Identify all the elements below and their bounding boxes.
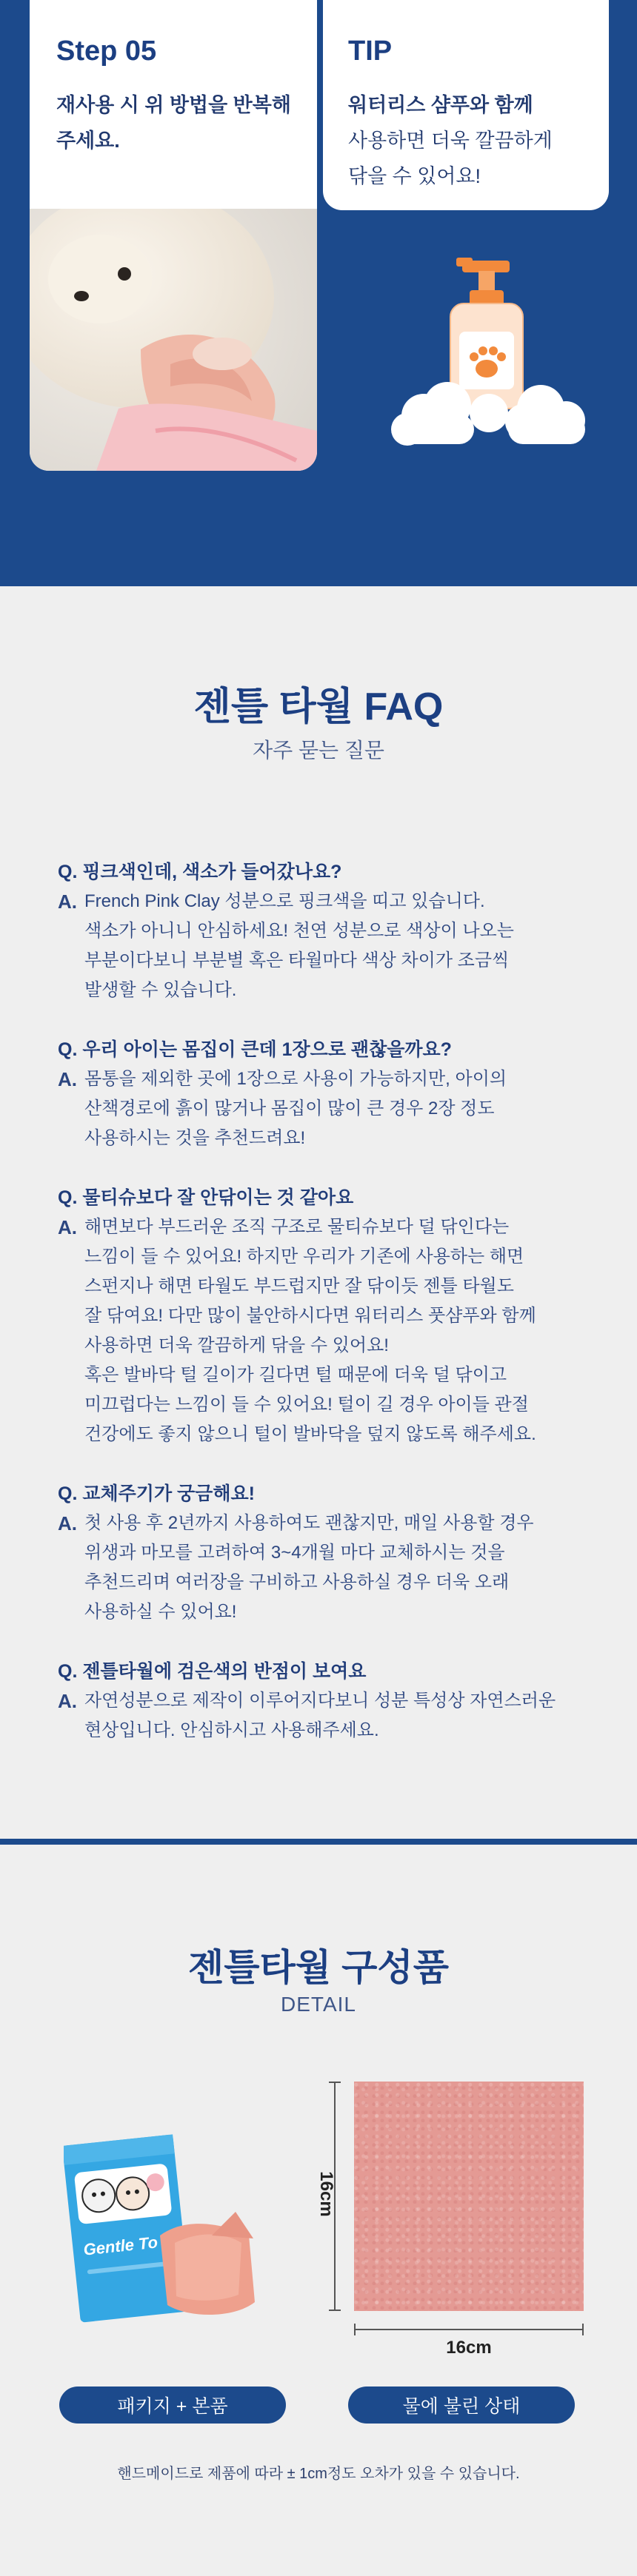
faq-item [58, 1657, 584, 1745]
tolerance-note: 핸드메이드로 제품에 따라 ± 1cm정도 오차가 있을 수 있습니다. [117, 2466, 520, 2482]
faq-item [58, 1479, 584, 1627]
answer-line: 사용하면 더욱 깔끔하게 닦을 수 있어요! [84, 1335, 389, 1355]
faq-question: Q. 핑크색인데, 색소가 들어갔나요? [58, 862, 342, 882]
answer-text [84, 887, 514, 1005]
answer-line: 부분이다보니 부분별 혹은 타월마다 색상 차이가 조금씩 [84, 950, 510, 970]
section-divider [0, 1839, 637, 1845]
answer-line: 미끄럽다는 느낌이 들 수 있어요! 털이 길 경우 아이들 관절 [84, 1395, 529, 1415]
horizontal-dimension-line [354, 2329, 584, 2330]
faq-answer [58, 1212, 584, 1449]
faq-question: Q. 물티슈보다 잘 안닦이는 것 같아요 [58, 1187, 354, 1208]
tip-line-2: 사용하면 더욱 깔끔하게 [348, 130, 553, 152]
answer-line: 위생과 마모를 고려하여 3~4개월 마다 교체하시는 것을 [84, 1543, 505, 1563]
vertical-dimension-label: 16cm [316, 2171, 336, 2217]
package-brand-text: Gentle To [82, 2233, 159, 2259]
faq-subtitle: 자주 묻는 질문 [253, 739, 384, 762]
faq-answer [58, 1509, 584, 1627]
answer-line: 자연성분으로 제작이 이루어지다보니 성분 특성상 자연스러운 [84, 1691, 556, 1711]
answer-line: 산책경로에 흙이 많거나 몸집이 많이 큰 경우 2장 정도 [84, 1099, 495, 1118]
answer-line: 몸통을 제외한 곳에 1장으로 사용이 가능하지만, 아이의 [84, 1069, 507, 1089]
answer-line: 사용하실 수 있어요! [84, 1602, 237, 1622]
dog-photo-illustration [30, 209, 317, 471]
answer-line: 사용하시는 것을 추천드려요! [84, 1128, 306, 1148]
wet-state-label-pill: 물에 불린 상태 [348, 2387, 575, 2424]
answer-line: 해면보다 부드러운 조직 구조로 물티슈보다 덜 닦인다는 [84, 1217, 510, 1237]
answer-line: 첫 사용 후 2년까지 사용하여도 괜찮지만, 매일 사용할 경우 [84, 1513, 534, 1533]
tip-line-3: 닦을 수 있어요! [348, 165, 481, 187]
tip-text [348, 87, 593, 194]
answer-line: 스펀지나 해면 타월도 부드럽지만 잘 닦이듯 젠틀 타월도 [84, 1276, 514, 1296]
tip-line-1: 워터리스 샴푸와 함께 [348, 94, 533, 116]
answer-line: 추천드리며 여러장을 구비하고 사용하실 경우 더욱 오래 [84, 1572, 510, 1592]
wet-towel-swatch [354, 2082, 584, 2311]
answer-mark: A. [58, 890, 77, 913]
step-05-card [30, 0, 317, 471]
answer-line: French Pink Clay 성분으로 핑크색을 띠고 있습니다. [84, 891, 485, 911]
horizontal-dimension-label: 16cm [446, 2338, 492, 2358]
top-band [0, 0, 637, 586]
step-text [56, 87, 301, 158]
answer-line: 건강에도 좋지 않으니 털이 발바닥을 덮지 않도록 해주세요. [84, 1424, 536, 1444]
answer-mark: A. [58, 1690, 77, 1712]
tip-heading: TIP [348, 36, 393, 67]
package-label-pill: 패키지 + 본품 [59, 2387, 286, 2424]
answer-line: 현상입니다. 안심하시고 사용해주세요. [84, 1720, 379, 1740]
step-heading: Step 05 [56, 36, 157, 67]
faq-answer [58, 1686, 584, 1745]
answer-line: 발생할 수 있습니다. [84, 980, 237, 1000]
detail-subtitle: DETAIL [281, 1993, 356, 2016]
answer-text [84, 1064, 507, 1153]
faq-answer [58, 887, 584, 1005]
faq-question: Q. 젠틀타월에 검은색의 반점이 보여요 [58, 1661, 367, 1682]
faq-title: 젠틀 타월 FAQ [193, 685, 444, 728]
answer-line: 느낌이 들 수 있어요! 하지만 우리가 기존에 사용하는 해면 [84, 1247, 524, 1267]
answer-mark: A. [58, 1512, 77, 1534]
faq-question: Q. 교체주기가 궁금해요! [58, 1483, 255, 1504]
faq-question: Q. 우리 아이는 몸집이 큰데 1장으로 괜찮을까요? [58, 1039, 452, 1060]
answer-text [84, 1212, 536, 1449]
answer-text [84, 1686, 556, 1745]
answer-line: 혹은 발바닥 털 길이가 길다면 털 때문에 더욱 덜 닦이고 [84, 1365, 507, 1385]
faq-answer [58, 1064, 584, 1153]
answer-mark: A. [58, 1216, 77, 1238]
package-with-towel-image [64, 2124, 286, 2332]
step-line-1: 재사용 시 위 방법을 반복해 [56, 94, 291, 116]
answer-text [84, 1509, 534, 1627]
shampoo-bottle-icon [385, 258, 593, 450]
detail-title: 젠틀타월 구성품 [188, 1947, 449, 1988]
answer-line: 색소가 아니니 안심하세요! 천연 성분으로 색상이 나오는 [84, 921, 514, 941]
answer-line: 잘 닦여요! 다만 많이 불안하시다면 워터리스 풋샴푸와 함께 [84, 1306, 536, 1326]
faq-item [58, 857, 584, 1005]
faq-item [58, 1183, 584, 1449]
dog-paw-wiping-photo [30, 209, 317, 471]
step-line-2: 주세요. [56, 130, 120, 152]
faq-item [58, 1035, 584, 1153]
faq-list [58, 857, 584, 1775]
answer-mark: A. [58, 1068, 77, 1090]
tip-card [323, 0, 609, 210]
